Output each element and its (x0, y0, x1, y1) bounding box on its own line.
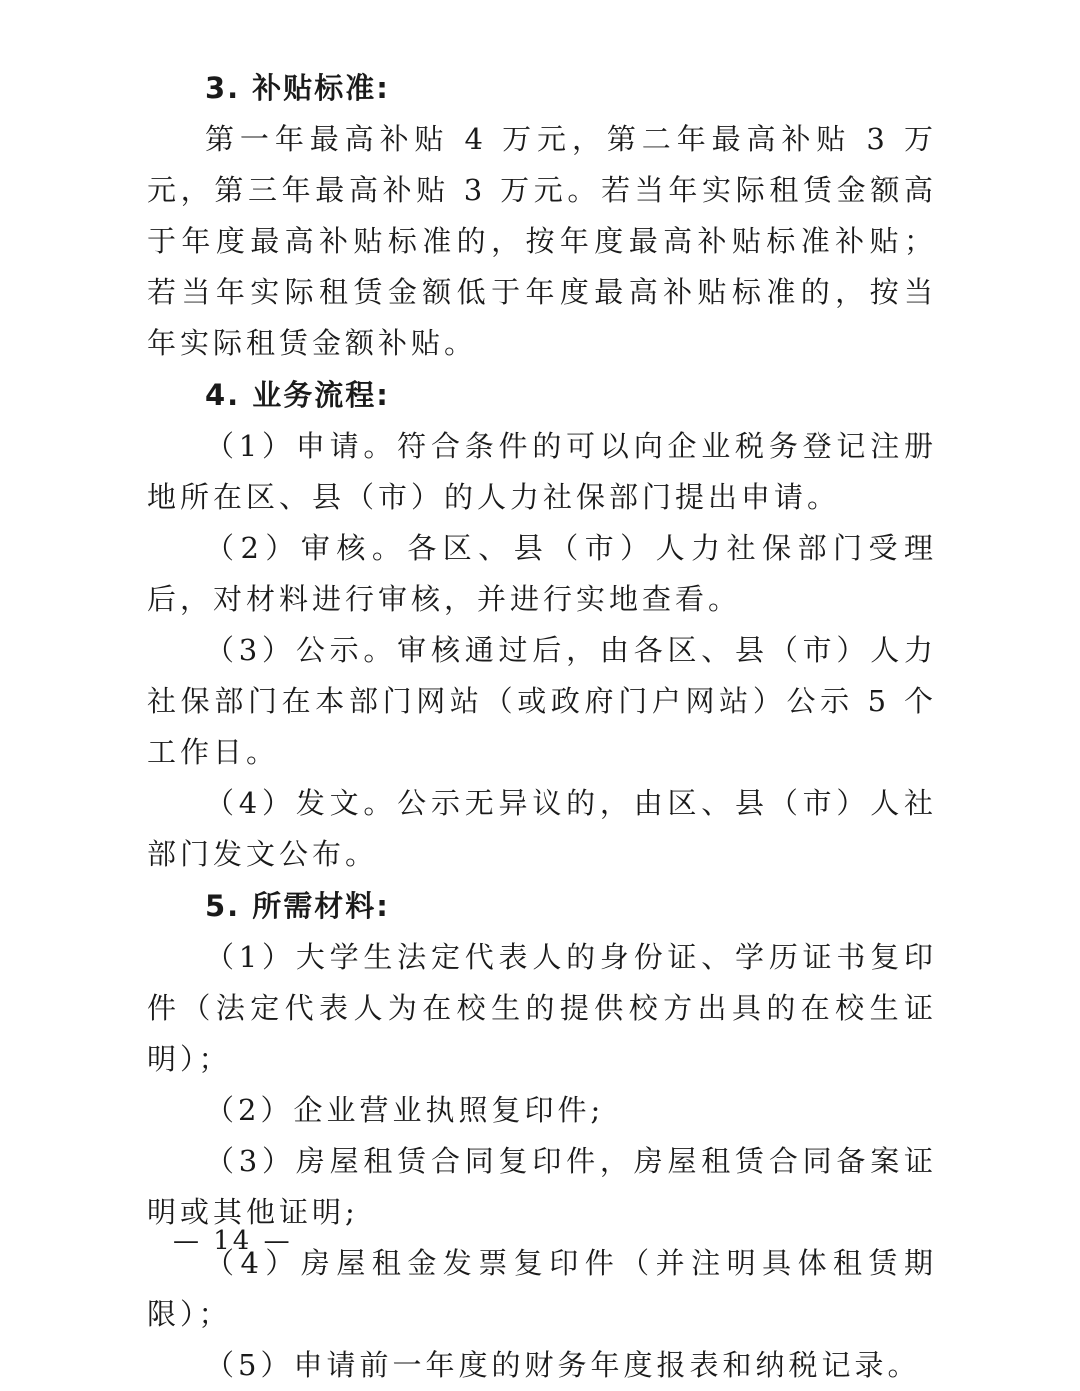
list-item: （4）发文。公示无异议的，由区、县（市）人社部门发文公布。 (147, 786, 937, 871)
section-subsidy-standard (147, 62, 937, 369)
list-item: （1）申请。符合条件的可以向企业税务登记注册地所在区、县（市）的人力社保部门提出申请。 (147, 429, 937, 514)
list-item: （2）企业营业执照复印件; (205, 1093, 605, 1127)
list-item: （5）申请前一年度的财务年度报表和纳税记录。 (205, 1348, 921, 1382)
section-business-process (147, 369, 937, 880)
document-body (147, 62, 937, 1391)
page-number: — 14 — (173, 1226, 293, 1256)
paragraph: 第一年最高补贴 4 万元，第二年最高补贴 3 万元，第三年最高补贴 3 万元。若当年实际租赁金额高于年度最高补贴标准的，按年度最高补贴标准补贴；若当年实际租赁金额低于年度最高补贴标准的，按当年实际租赁金额补贴。 (147, 122, 937, 360)
list-item: （4）房屋租金发票复印件（并注明具体租赁期限）； (147, 1246, 937, 1331)
section-heading: 5. 所需材料: (205, 889, 390, 923)
list-item: （1）大学生法定代表人的身份证、学历证书复印件（法定代表人为在校生的提供校方出具的在校生证明）； (147, 940, 937, 1076)
list-item: （3）公示。审核通过后，由各区、县（市）人力社保部门在本部门网站（或政府门户网站）公示 5 个工作日。 (147, 633, 937, 769)
section-required-materials (147, 880, 937, 1391)
section-heading: 3. 补贴标准: (205, 71, 390, 105)
section-heading: 4. 业务流程: (205, 378, 390, 412)
list-item: （2）审核。各区、县（市）人力社保部门受理后，对材料进行审核，并进行实地查看。 (147, 531, 937, 616)
list-item: （3）房屋租赁合同复印件，房屋租赁合同备案证明或其他证明; (147, 1144, 937, 1229)
